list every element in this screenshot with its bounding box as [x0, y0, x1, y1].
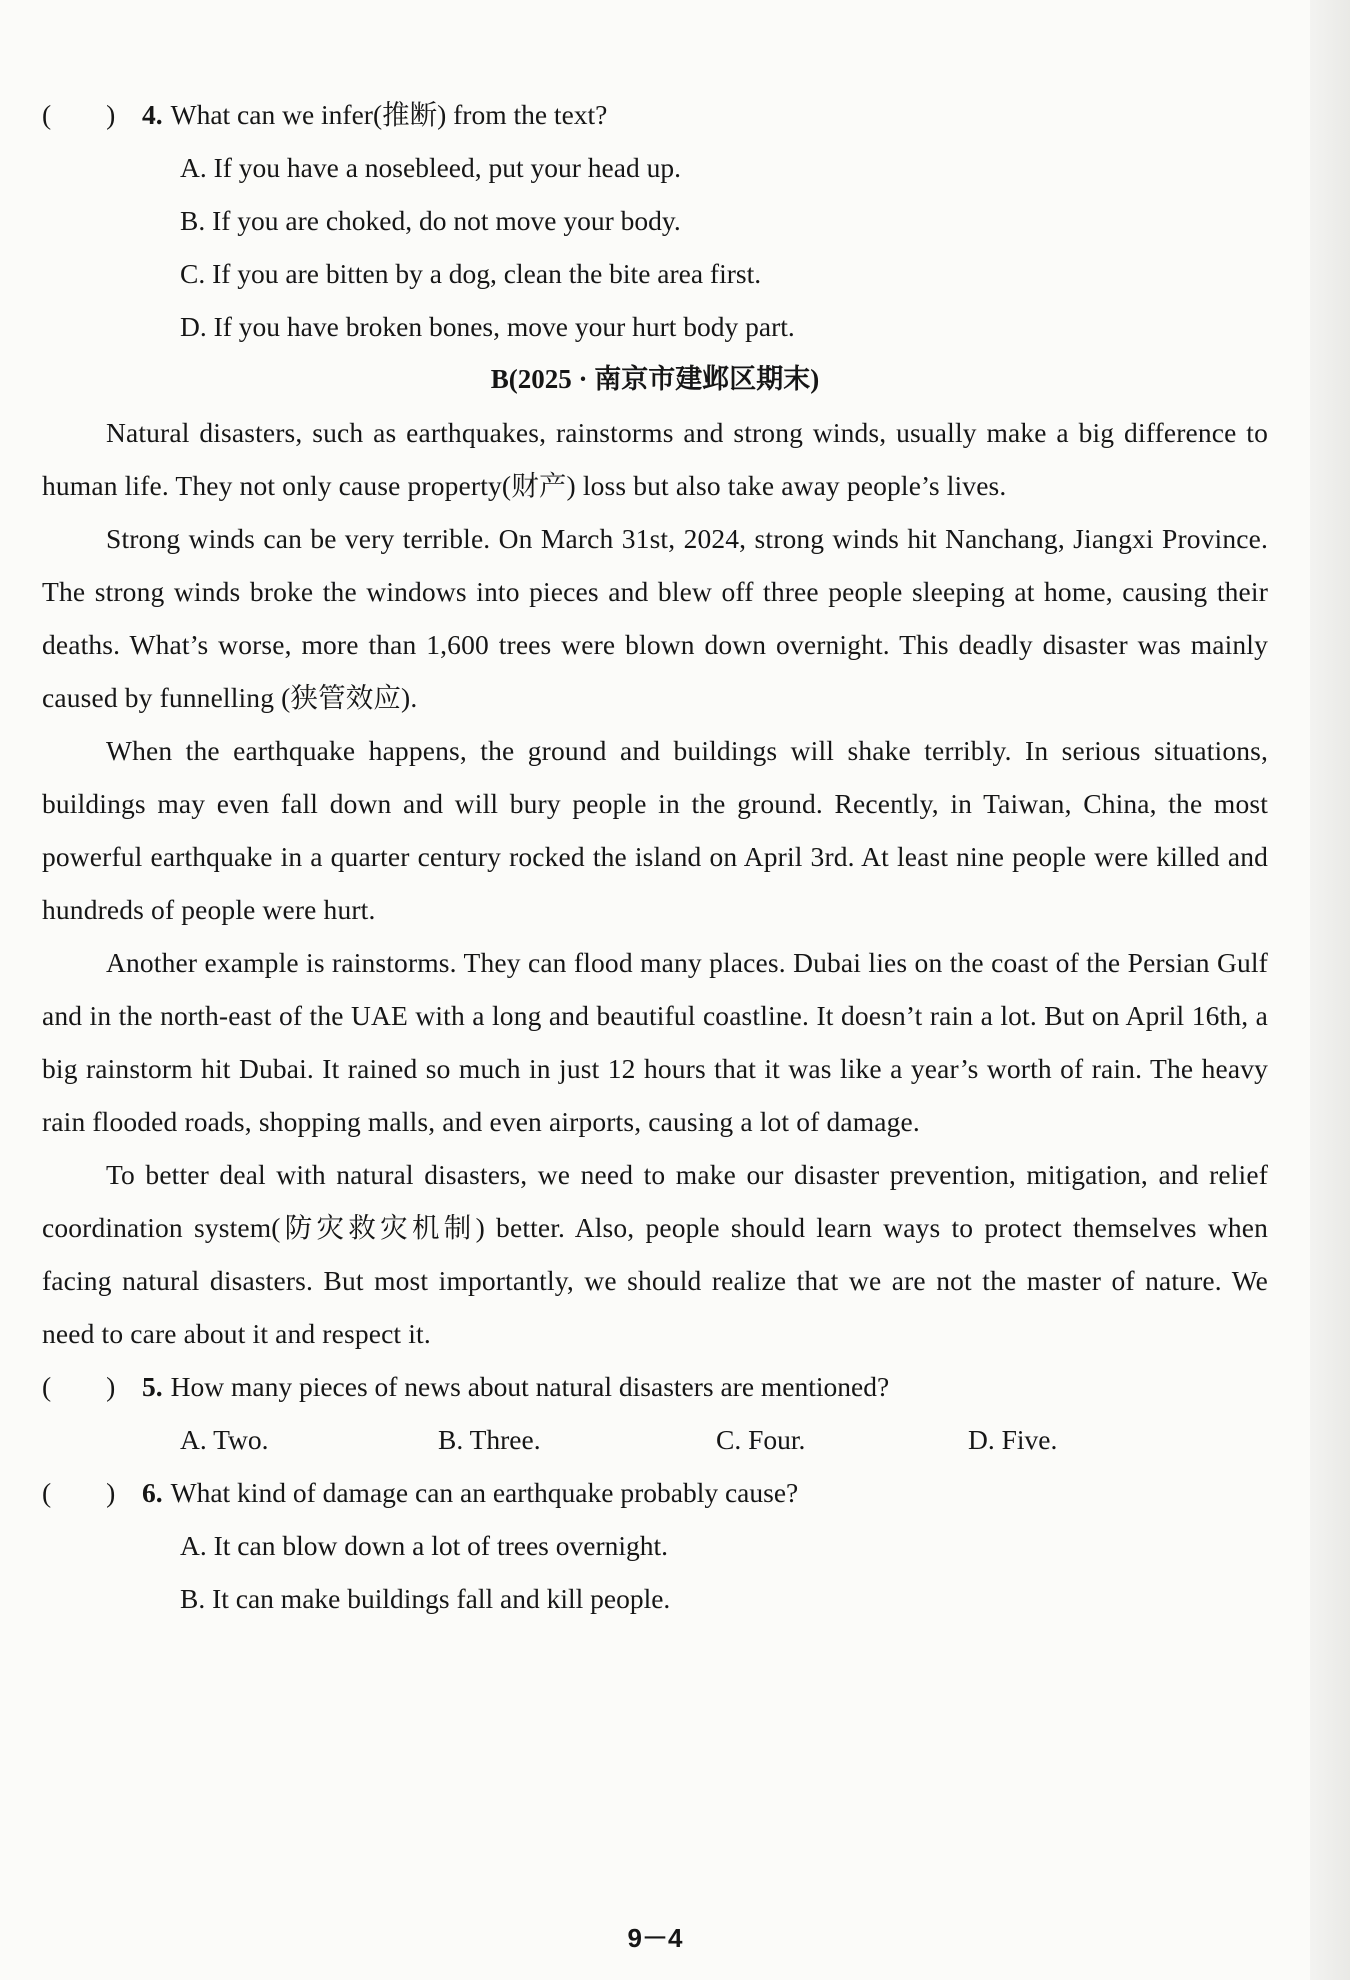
page-edge-shadow [1310, 0, 1350, 1980]
passage-paragraph-3: When the earthquake happens, the ground and buildings will shake terribly. In serious situations, buildings may even fall down and will bury people in the ground. Recently, in Taiwan, China, the most powerful earthquake in a quarter century rocked the island on April 3rd. At least nine people were killed and hundreds of people were hurt. [42, 735, 1268, 925]
section-heading: B(2025 · 南京市建邺区期末) [490, 364, 820, 394]
answer-blank[interactable]: ( ) [42, 1477, 116, 1508]
answer-blank[interactable]: ( ) [42, 1371, 116, 1402]
option-c: C. If you are bitten by a dog, clean the bite area first. [180, 258, 762, 289]
passage-paragraph-4: Another example is rainstorms. They can flood many places. Dubai lies on the coast of the Persian Gulf and in the north-east of the UAE with a long and beautiful coastline. It doesn’t rain a lot. But on April 16th, a big rainstorm hit Dubai. It rained so much in just 12 hours that it was like a year’s worth of rain. The heavy rain flooded roads, shopping malls, and even airports, causing a lot of damage. [42, 947, 1268, 1137]
option-b: B. It can make buildings fall and kill people. [180, 1583, 671, 1614]
question-text: What kind of damage can an earthquake probably cause? [170, 1477, 799, 1508]
passage-paragraph-5: To better deal with natural disasters, we need to make our disaster prevention, mitigation, and relief coordination system(防灾救灾机制) better. Also, people should learn ways to protect themselves when facing natural disasters. But most importantly, we should realize that we are not the master of nature. We need to care about it and respect it. [42, 1159, 1268, 1349]
page-number: 9－4 [627, 1923, 683, 1953]
passage-paragraph-2: Strong winds can be very terrible. On March 31st, 2024, strong winds hit Nanchang, Jiangxi Province. The strong winds broke the windows into pieces and blew off three people sleeping at home, causing their deaths. What’s worse, more than 1,600 trees were blown down overnight. This deadly disaster was mainly caused by funnelling (狭管效应). [42, 523, 1268, 713]
question-text: What can we infer(推断) from the text? [170, 99, 608, 130]
option-a: A. It can blow down a lot of trees overnight. [180, 1530, 669, 1561]
option-b: B. If you are choked, do not move your body. [180, 205, 681, 236]
question-4 [42, 88, 1268, 141]
option-d: D. Five. [968, 1424, 1058, 1455]
option-a: A. Two. [180, 1424, 269, 1455]
option-d: D. If you have broken bones, move your hurt body part. [180, 311, 795, 342]
question-number: 4. [142, 99, 163, 130]
passage-paragraph-1: Natural disasters, such as earthquakes, rainstorms and strong winds, usually make a big difference to human life. They not only cause property(财产) loss but also take away people’s lives. [42, 417, 1268, 501]
question-5 [42, 1360, 1268, 1413]
question-6 [42, 1466, 1268, 1519]
answer-blank[interactable]: ( ) [42, 99, 116, 130]
option-a: A. If you have a nosebleed, put your head up. [180, 152, 681, 183]
option-b: B. Three. [438, 1424, 541, 1455]
question-number: 6. [142, 1477, 163, 1508]
options-row [42, 1413, 1268, 1466]
option-c: C. Four. [716, 1424, 806, 1455]
question-number: 5. [142, 1371, 163, 1402]
page-content [42, 88, 1268, 1625]
question-text: How many pieces of news about natural disasters are mentioned? [170, 1371, 890, 1402]
